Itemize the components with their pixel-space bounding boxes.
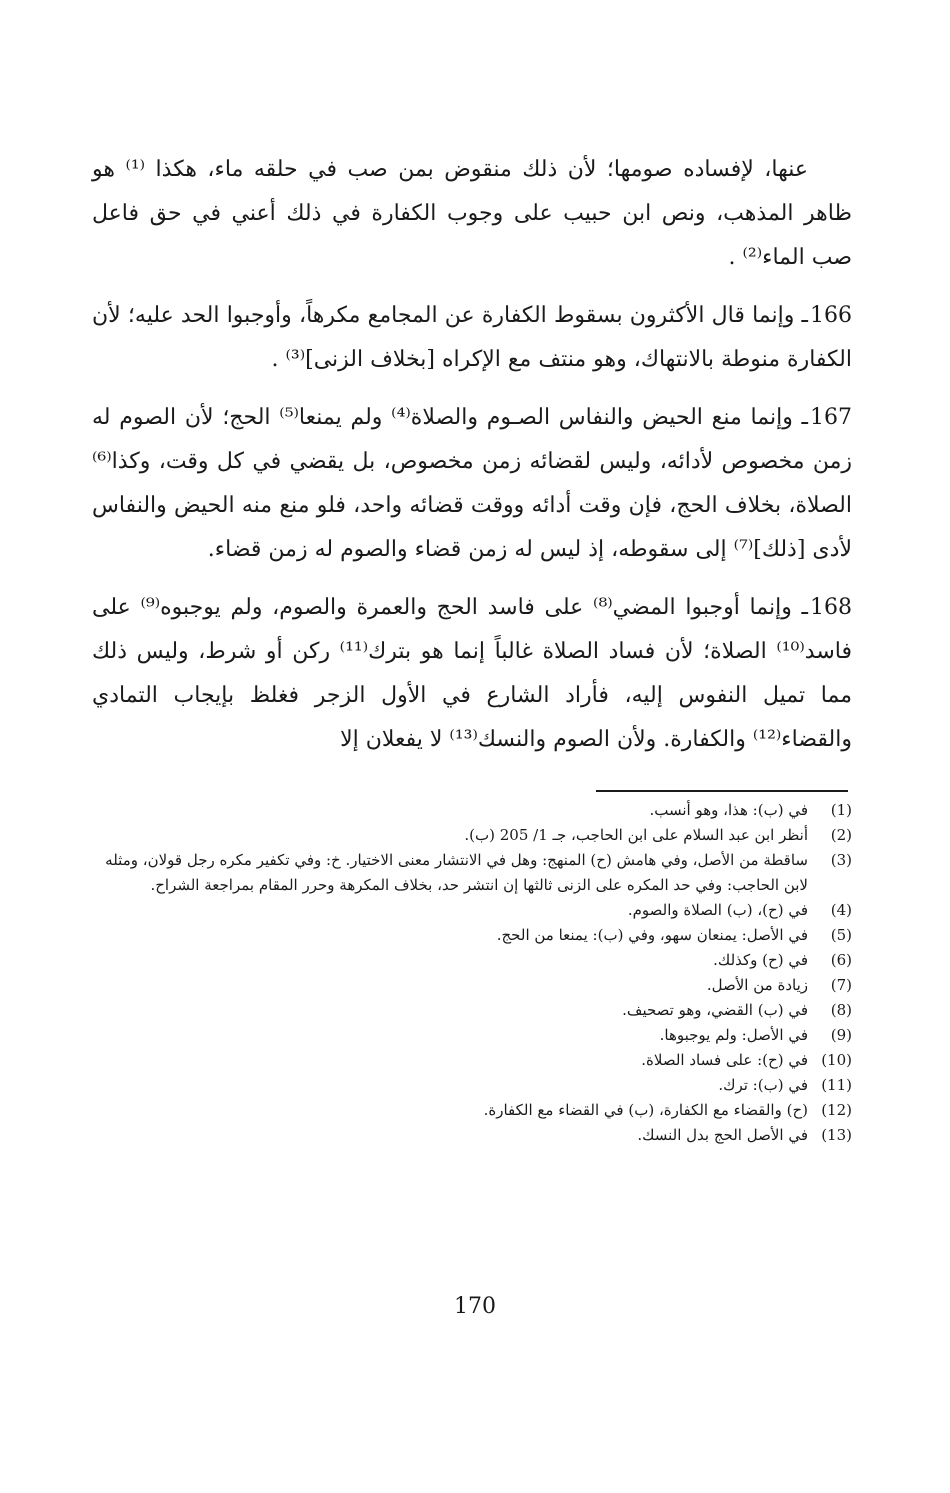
paragraph-text: ـ وإنما منع الحيض والنفاس الصـوم والصلاة⁽⁴⁾ ولم يمنعا⁽⁵⁾ الحج؛ لأن الصوم له زمن مخصوص لأدائه، وليس لقضائه زمن مخصوص، بل يقضي في كل وقت، وكذا⁽⁶⁾ الصلاة، بخلاف الحج، فإن وقت أدائه ووقت قضائه واحد، فلو منع منه الحيض والنفاس لأدى [ذلك]⁽⁷⁾ إلى سقوطه، إذ ليس له زمن قضاء والصوم له زمن قضاء. xyxy=(92,405,852,562)
footnote xyxy=(92,998,852,1023)
footnote xyxy=(92,1123,852,1148)
footnote-text: زيادة من الأصل. xyxy=(706,976,808,994)
paragraph-text: ـ وإنما أوجبوا المضي⁽⁸⁾ على فاسد الحج والعمرة والصوم، ولم يوجبوه⁽⁹⁾ على فاسد⁽¹⁰⁾ الصلاة؛ لأن فساد الصلاة غالباً إنما هو بترك⁽¹¹⁾ ركن أو شرط، وليس ذلك مما تميل النفوس إليه، فأراد الشارع في الأول الزجر فغلظ بإيجاب التمادي والقضاء⁽¹²⁾ والكفارة. ولأن الصوم والنسك⁽¹³⁾ لا يفعلان إلا xyxy=(92,595,852,752)
page-number: 170 xyxy=(454,1294,496,1319)
footnote-mark: (8) xyxy=(830,1001,852,1019)
footnote-text: في الأصل: ولم يوجبوها. xyxy=(659,1026,808,1044)
footnote xyxy=(92,823,852,848)
footnote-divider xyxy=(596,790,848,792)
footnote-text: في الأصل الحج بدل النسك. xyxy=(637,1126,808,1144)
footnote-text: ساقطة من الأصل، وفي هامش (ح) المنهج: وهل في الانتشار معنى الاختيار. خ: وفي تكفير مكره رجل قولان، ومثله لابن الحاجب: وفي حد المكره على الزنى ثالثها إن انتشر حد، بخلاف المكرهة وحرر المقام بمراجعة الشراح. xyxy=(105,851,808,894)
paragraph-168 xyxy=(92,586,852,762)
footnote-mark: (11) xyxy=(821,1076,852,1094)
footnote xyxy=(92,1048,852,1073)
footnote-mark: (4) xyxy=(830,901,852,919)
paragraph-167 xyxy=(92,396,852,572)
footnote-mark: (6) xyxy=(830,951,852,969)
footnote-text: في (ب): ترك. xyxy=(718,1076,808,1094)
paragraph-continuation xyxy=(92,148,852,280)
footnote xyxy=(92,1023,852,1048)
paragraph-number: 166 xyxy=(810,303,852,328)
footnote-text: أنظر ابن عبد السلام على ابن الحاجب، جـ 1/ 205 (ب). xyxy=(464,826,808,844)
footnote xyxy=(92,798,852,823)
footnote-mark: (9) xyxy=(830,1026,852,1044)
footnote xyxy=(92,1098,852,1123)
paragraph-number: 168 xyxy=(810,595,852,620)
footnote-text: في (ب): هذا، وهو أنسب. xyxy=(649,801,808,819)
footnote-text: في (ب) القضي، وهو تصحيف. xyxy=(622,1001,808,1019)
footnote-text: في (ح) وكذلك. xyxy=(713,951,808,969)
footnote xyxy=(92,848,852,898)
footnote-text: في (ح): على فساد الصلاة. xyxy=(641,1051,808,1069)
footnote xyxy=(92,973,852,998)
main-text xyxy=(92,148,852,776)
footnote xyxy=(92,948,852,973)
footnote-mark: (3) xyxy=(830,851,852,869)
paragraph-166 xyxy=(92,294,852,382)
footnote-mark: (12) xyxy=(821,1101,852,1119)
footnote-mark: (7) xyxy=(830,976,852,994)
footnote xyxy=(92,923,852,948)
paragraph-text: ـ وإنما قال الأكثرون بسقوط الكفارة عن المجامع مكرهاً، وأوجبوا الحد عليه؛ لأن الكفارة منوطة بالانتهاك، وهو منتف مع الإكراه [بخلاف الزنى]⁽³⁾ . xyxy=(92,303,852,372)
footnote-text: (ح) والقضاء مع الكفارة، (ب) في القضاء مع الكفارة. xyxy=(483,1101,808,1119)
footnote xyxy=(92,898,852,923)
footnote-mark: (10) xyxy=(821,1051,852,1069)
footnote-mark: (5) xyxy=(830,926,852,944)
footnote-mark: (2) xyxy=(830,826,852,844)
footnote-mark: (13) xyxy=(821,1126,852,1144)
footnote-mark: (1) xyxy=(830,801,852,819)
footnote xyxy=(92,1073,852,1098)
paragraph-number: 167 xyxy=(810,405,853,430)
footnotes xyxy=(92,798,852,1148)
paragraph-text: عنها، لإفساده صومها؛ لأن ذلك منقوض بمن صب في حلقه ماء، هكذا ⁽¹⁾ هو ظاهر المذهب، ونص ابن حبيب على وجوب الكفارة في ذلك أعني في حق فاعل صب الماء⁽²⁾ . xyxy=(92,157,852,270)
footnote-text: في الأصل: يمنعان سهو، وفي (ب): يمنعا من الحج. xyxy=(496,926,808,944)
footnote-text: في (ح)، (ب) الصلاة والصوم. xyxy=(627,901,808,919)
